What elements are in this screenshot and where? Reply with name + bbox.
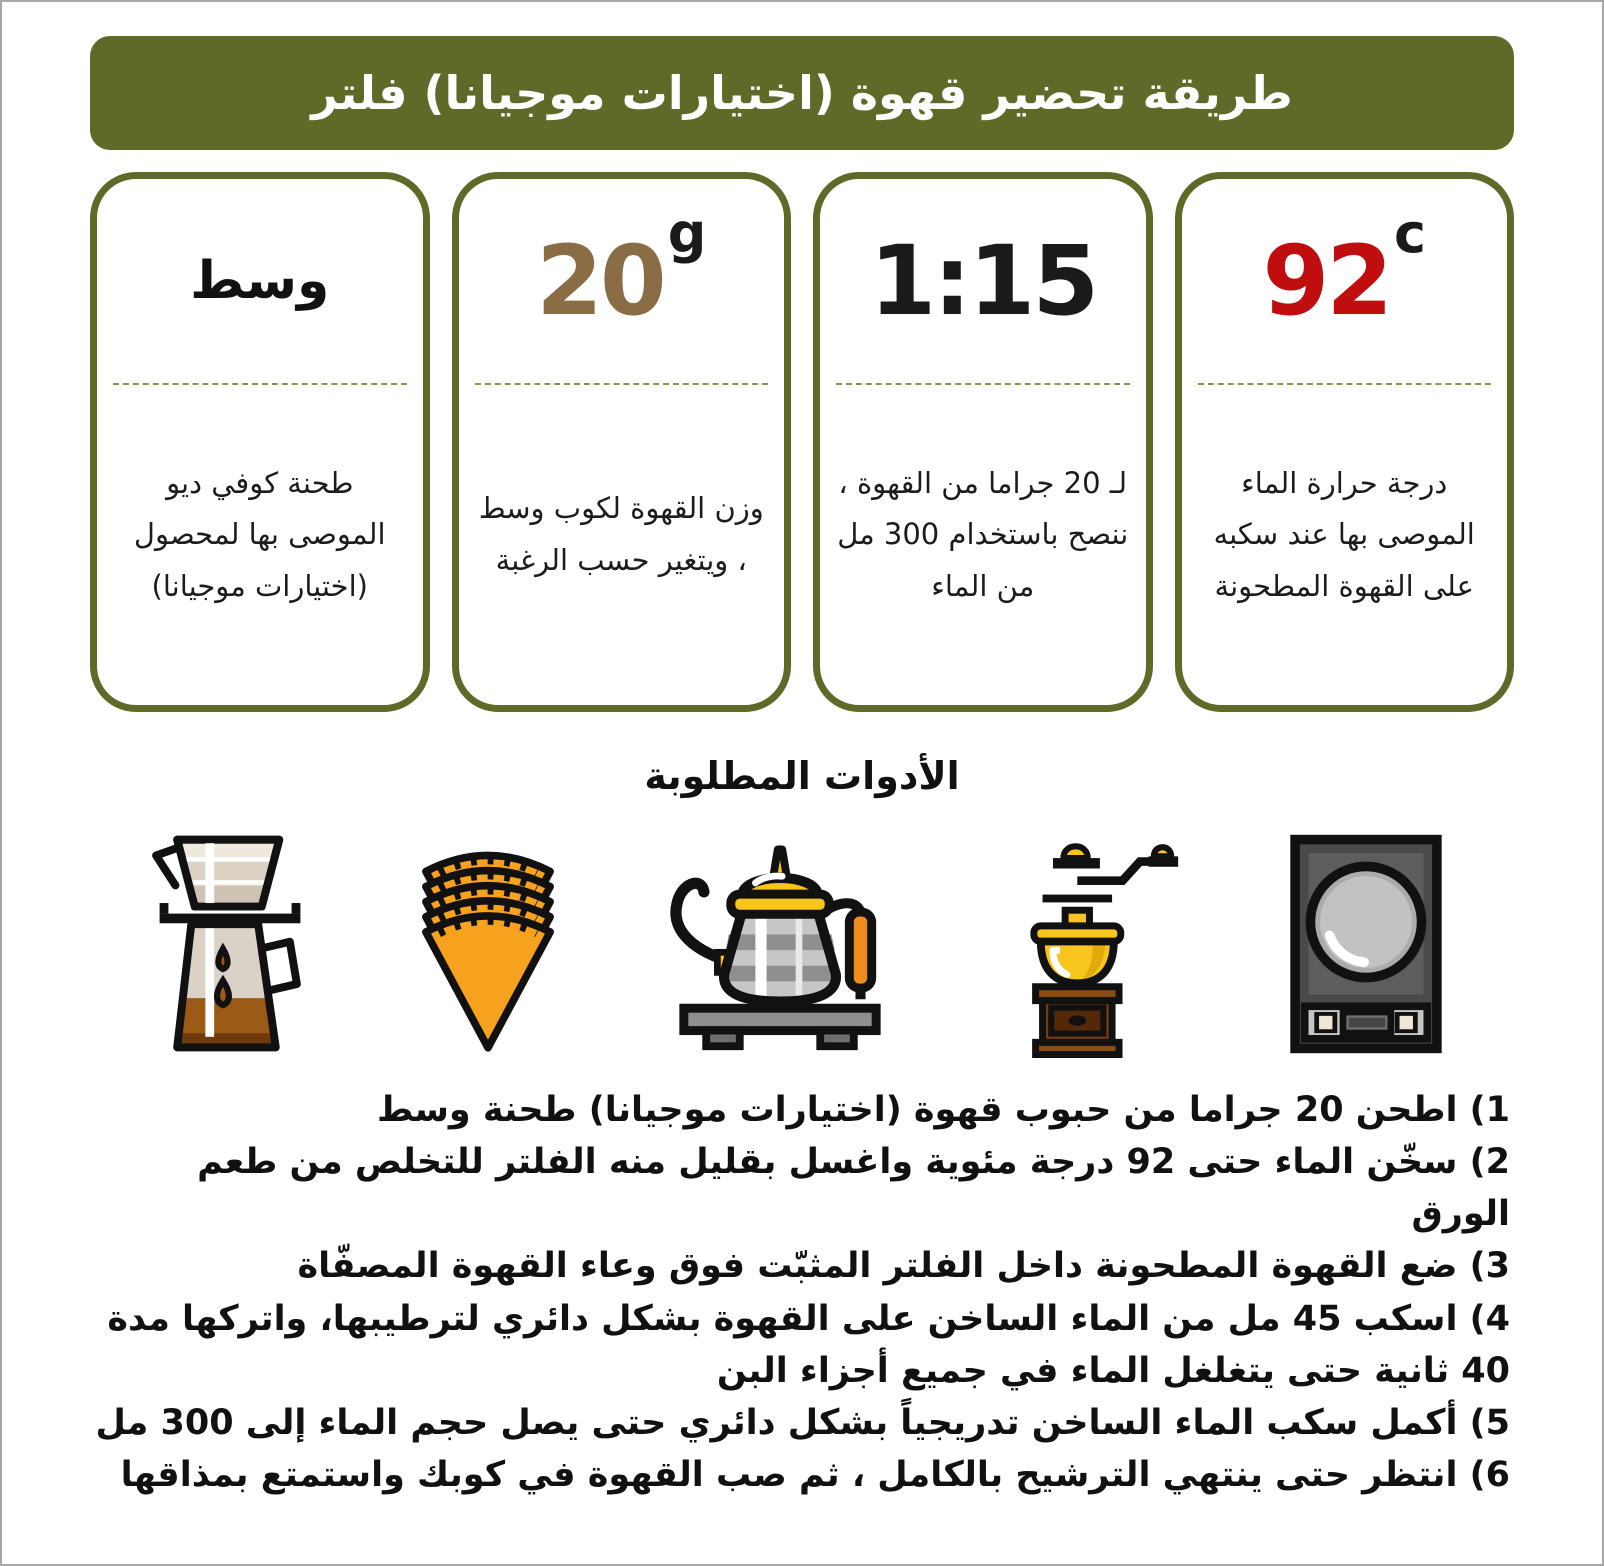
step-4: 4) اسكب 45 مل من الماء الساخن على القهوة بشكل دائري لترطيبها، واتركها مدة 40 ثانية حتى يتغلغل الماء في جميع أجزاء البن: [107, 1298, 1510, 1391]
water-temperature-value: 92: [1262, 225, 1391, 337]
grind-size-value-area: [97, 179, 423, 383]
step-2: 2) سخّن الماء حتى 92 درجة مئوية واغسل بقليل منه الفلتر للتخلص من طعم الورق: [197, 1142, 1510, 1235]
card-coffee-dose: [452, 172, 792, 712]
gooseneck-kettle-icon: [657, 822, 903, 1058]
digital-scale-icon: [1270, 830, 1462, 1058]
coffee-dose-value-area: [459, 179, 785, 383]
instructions-list: [94, 1084, 1510, 1501]
coffee-dose-description: وزن القهوة لكوب وسط ، ويتغير حسب الرغبة: [478, 491, 764, 577]
card-grind-size: [90, 172, 430, 712]
page-title: طريقة تحضير قهوة (اختيارات موجيانا) فلتر: [311, 66, 1293, 120]
tools-section-title: الأدوات المطلوبة: [644, 754, 960, 798]
paper-filters-icon: [404, 826, 572, 1058]
water-temperature-unit: c: [1394, 202, 1427, 265]
brew-ratio-value-area: [820, 179, 1146, 383]
coffee-dose-unit: g: [667, 202, 707, 265]
tools-icons-row: [57, 820, 1547, 1058]
water-temperature-value-area: [1182, 179, 1508, 383]
step-6: 6) انتظر حتى ينتهي الترشيح بالكامل ، ثم صب القهوة في كوبك واستمتع بمذاقها: [120, 1454, 1510, 1495]
title-banner: [90, 36, 1514, 150]
water-temperature-description: درجة حرارة الماء الموصى بها عند سكبه على القهوة المطحونة: [1213, 465, 1475, 603]
card-brew-ratio: [813, 172, 1153, 712]
brew-ratio-description: لـ 20 جراما من القهوة ، ننصح باستخدام 300 مل من الماء: [837, 465, 1129, 603]
pour-over-dripper-icon: [142, 822, 318, 1058]
brew-ratio-value: 1:15: [869, 225, 1097, 337]
step-3: 3) ضع القهوة المطحونة داخل الفلتر المثبّت فوق وعاء القهوة المصفّاة: [297, 1246, 1510, 1287]
step-1: 1) اطحن 20 جراما من حبوب قهوة (اختيارات موجيانا) طحنة وسط: [376, 1090, 1510, 1130]
step-5: 5) أكمل سكب الماء الساخن تدريجياً بشكل دائري حتى يصل حجم الماء إلى 300 مل: [95, 1402, 1510, 1443]
card-water-temperature: [1175, 172, 1515, 712]
grind-size-value: وسط: [190, 251, 330, 311]
summary-cards: [90, 172, 1514, 712]
coffee-grinder-icon: [988, 832, 1184, 1058]
coffee-dose-value: 20: [536, 225, 664, 337]
grind-size-description: طحنة كوفي ديو الموصى بها لمحصول (اختيارات موجيانا): [133, 465, 386, 603]
